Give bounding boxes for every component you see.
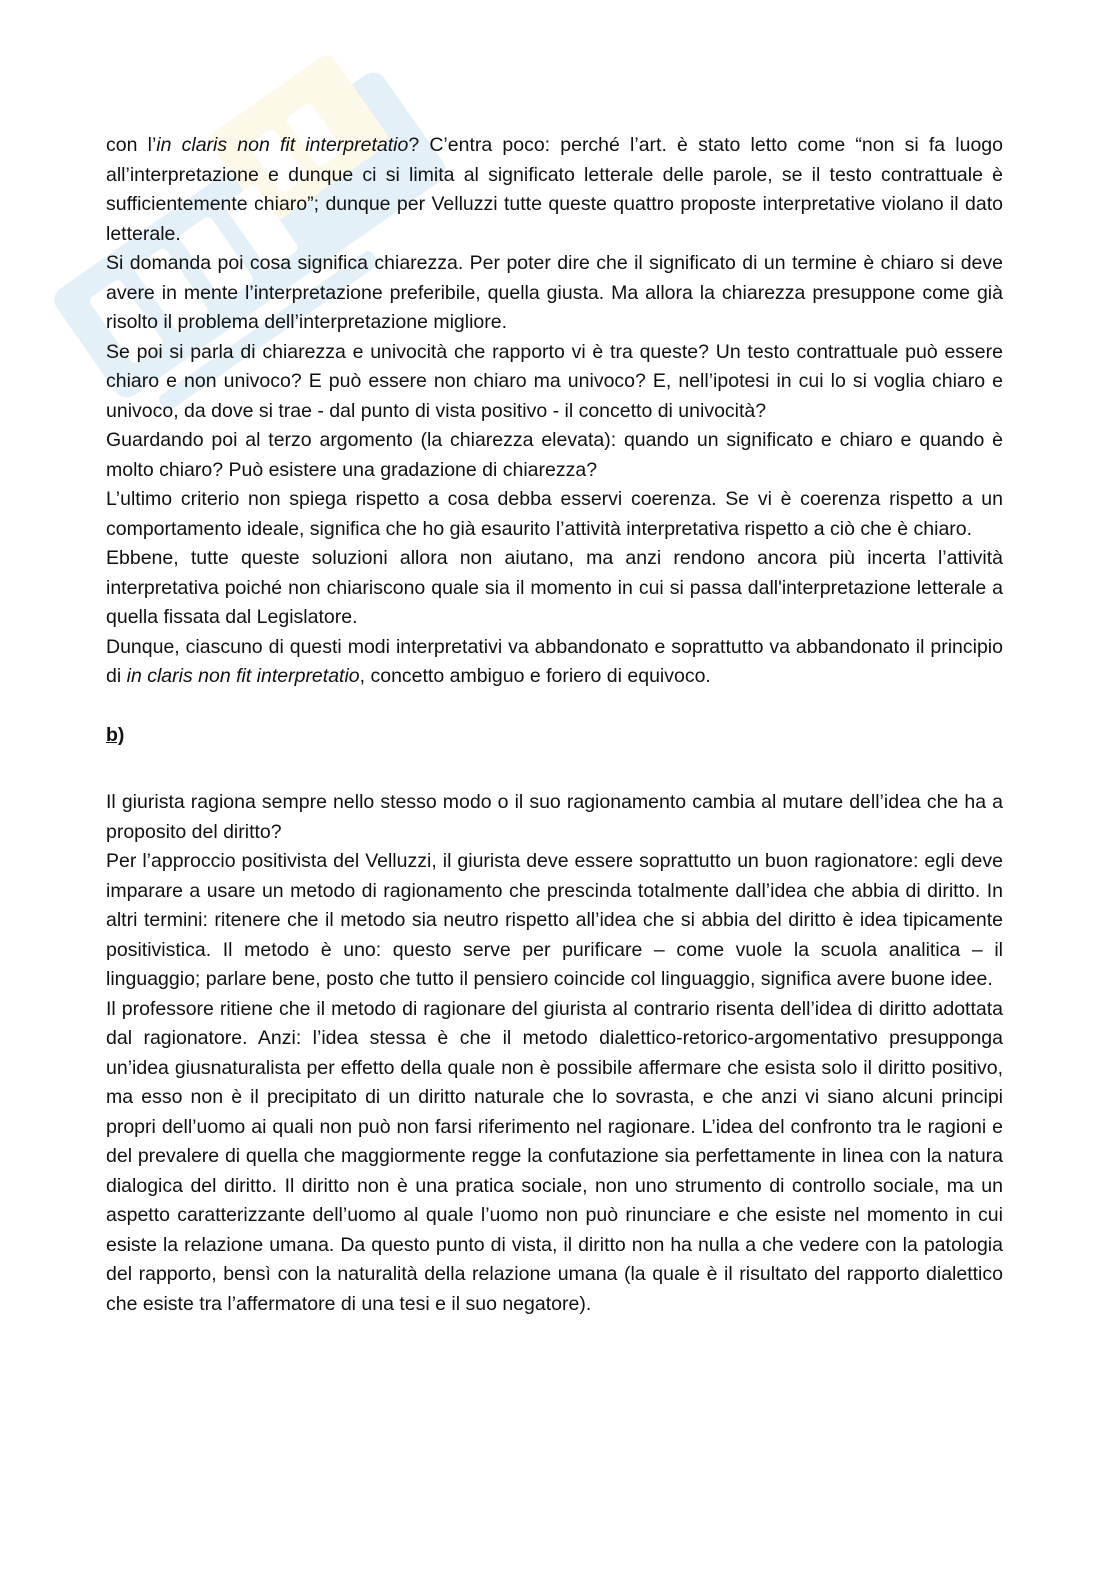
paragraph: Se poi si parla di chiarezza e univocità che rapporto vi è tra queste? Un testo contrattuale può essere chiaro e non univoco? E può essere non chiaro ma univoco? E, nell’ipotesi in cui lo si voglia chiaro e univoco, da dove si trae - dal punto di vista positivo - il concetto di univocità?: [106, 340, 1003, 422]
text-run: , concetto ambiguo e foriero di equivoco.: [359, 665, 711, 687]
text-run: ? C’entra poco: perché l’art. è stato letto come “non si fa luogo all’interpretazione e dunque ci si limita al significato letterale delle parole, se il testo contrattuale è sufficientemente chiaro”; dunque per Velluzzi tutte queste quattro proposte interpretative violano il dato letterale.: [106, 134, 1003, 245]
paragraph: Per l’approccio positivista del Velluzzi, il giurista deve essere soprattutto un buon ragionatore: egli deve imparare a usare un metodo di ragionamento che prescinda totalmente dall’idea che abbia di diritto. In altri termini: ritenere che il metodo sia neutro rispetto all’idea che si abbia del diritto è idea tipicamente positivistica. Il metodo è uno: questo serve per purificare – come vuole la scuola analitica – il linguaggio; parlare bene, posto che tutto il pensiero coincide col linguaggio, significa avere buone idee.: [106, 850, 1003, 990]
paragraph: [106, 633, 1003, 692]
section-heading: b): [106, 723, 125, 746]
paragraph: Il professore ritiene che il metodo di ragionare del giurista al contrario risenta dell’idea di diritto adottata dal ragionatore. Anzi: l’idea stessa è che il metodo dialettico-retorico-argomentativo presupponga un’idea giusnaturalista per effetto della quale non è possibile affermare che esista solo il diritto positivo, ma esso non è il precipitato di un diritto naturale che lo sovrasta, e che anzi vi siano alcuni principi propri dell’uomo ai quali non può non farsi riferimento nel ragionare. L’idea del confronto tra le ragioni e del prevalere di quella che maggiormente regge la confutazione sia perfettamente in linea con la natura dialogica del diritto. Il diritto non è una pratica sociale, non uno strumento di controllo sociale, ma un aspetto caratterizzante dell’uomo al quale l’uomo non può rinunciare e che esiste nel momento in cui esiste la relazione umana. Da questo punto di vista, il diritto non ha nulla a che vedere con la patologia del rapporto, bensì con la naturalità della relazione umana (la quale è il risultato del rapporto dialettico che esiste tra l’affermatore di una tesi e il suo negatore).: [106, 997, 1003, 1315]
paragraph: Il giurista ragiona sempre nello stesso modo o il suo ragionamento cambia al mutare dell’idea che ha a proposito del diritto?: [106, 791, 1003, 843]
paragraph: L’ultimo criterio non spiega rispetto a cosa debba esservi coerenza. Se vi è coerenza rispetto a un comportamento ideale, significa che ho già esaurito l’attività interpretativa rispetto a ciò che è chiaro.: [106, 488, 1003, 540]
paragraph: Ebbene, tutte queste soluzioni allora non aiutano, ma anzi rendono ancora più incerta l’attività interpretativa poiché non chiariscono quale sia il momento in cui si passa dall'interpretazione letterale a quella fissata dal Legislatore.: [106, 547, 1003, 628]
italic-latin-phrase: in claris non fit interpretatio: [156, 134, 409, 156]
paragraph: [106, 131, 1003, 249]
text-run: Dunque, ciascuno di questi modi interpretativi va abbandonato e soprattutto va abbandonato il principio di: [106, 635, 1003, 687]
text-run: con l’: [106, 134, 157, 156]
spacer: [106, 750, 1003, 788]
paragraph: Guardando poi al terzo argomento (la chiarezza elevata): quando un significato e chiaro e quando è molto chiaro? Può esistere una gradazione di chiarezza?: [106, 429, 1003, 481]
paragraph: Si domanda poi cosa significa chiarezza. Per poter dire che il significato di un termine è chiaro si deve avere in mente l’interpretazione preferibile, quella giusta. Ma allora la chiarezza presuppone come già risolto il problema dell’interpretazione migliore.: [106, 252, 1003, 333]
italic-latin-phrase: in claris non fit interpretatio: [126, 665, 360, 687]
spacer: [106, 692, 1003, 721]
document-page: [106, 131, 1003, 1319]
